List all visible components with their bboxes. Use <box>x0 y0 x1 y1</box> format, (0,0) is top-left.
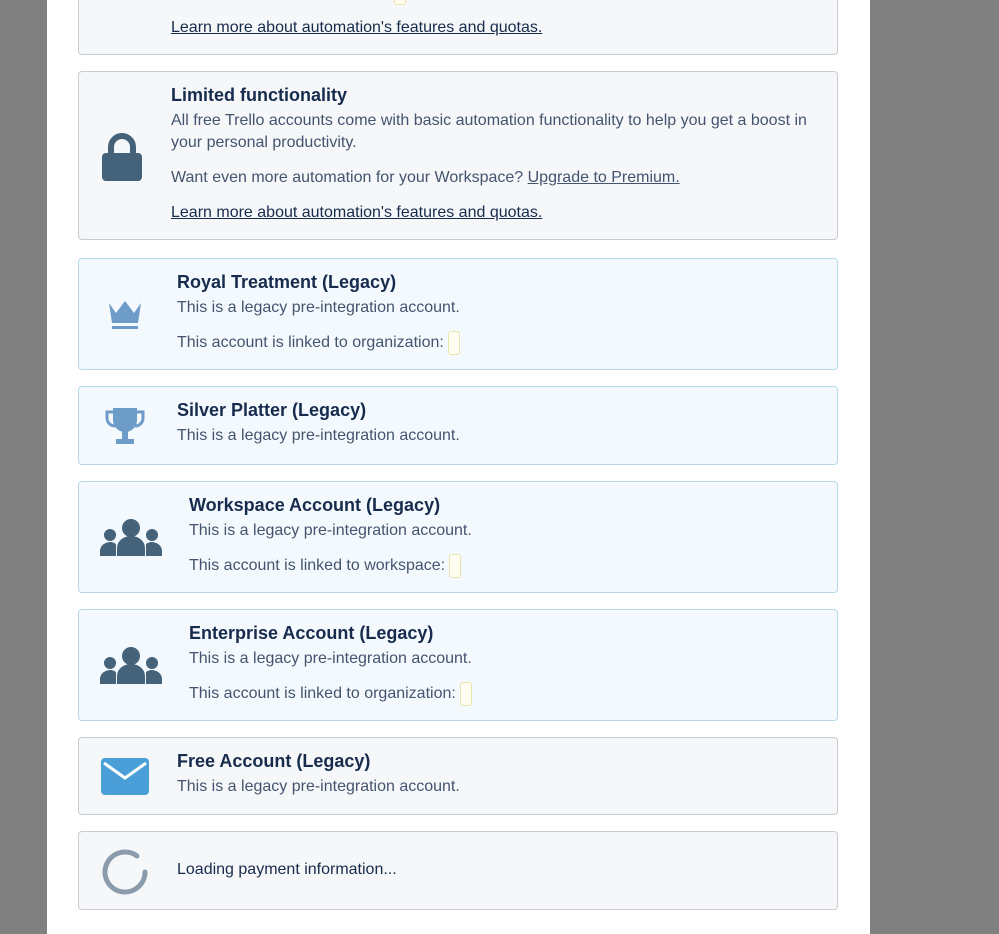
learn-more-link[interactable]: Learn more about automation's features and quotas. <box>171 19 543 36</box>
limited-title: Limited functionality <box>171 85 348 105</box>
limited-description: All free Trello accounts come with basic automation functionality to help you get a boost in your personal productivity. <box>171 112 807 151</box>
account-card-free <box>78 737 838 815</box>
loading-card <box>78 831 838 910</box>
account-title: Royal Treatment (Legacy) <box>177 272 397 292</box>
spinner-icon <box>101 848 149 896</box>
organization-chip[interactable] <box>448 331 460 355</box>
account-title: Free Account (Legacy) <box>177 751 371 771</box>
linked-label: This account is linked to organization: <box>177 334 444 352</box>
account-title: Workspace Account (Legacy) <box>189 495 441 515</box>
trophy-icon <box>105 406 145 446</box>
modal-panel <box>47 0 870 934</box>
workspace-chip[interactable] <box>449 554 461 578</box>
account-card-workspace <box>78 481 838 593</box>
limited-functionality-card <box>78 71 838 240</box>
account-description: This is a legacy pre-integration account. <box>189 650 472 667</box>
account-card-silver <box>78 386 838 465</box>
envelope-icon <box>101 758 149 795</box>
account-description: This is a legacy pre-integration account. <box>177 299 460 316</box>
account-title: Enterprise Account (Legacy) <box>189 623 434 643</box>
learn-more-link[interactable]: Learn more about automation's features and quotas. <box>171 204 543 221</box>
team-icon <box>100 518 162 558</box>
account-title: Silver Platter (Legacy) <box>177 400 367 420</box>
upgrade-line <box>171 167 680 189</box>
account-description: This is a legacy pre-integration account. <box>177 427 460 444</box>
upgrade-to-premium-link[interactable]: Upgrade to Premium. <box>527 169 680 186</box>
account-linked <box>177 331 460 355</box>
account-card-royal <box>78 258 838 370</box>
account-description: This is a legacy pre-integration account. <box>189 522 472 539</box>
upgrade-prefix: Want even more automation for your Workspace? <box>171 169 524 186</box>
account-description: This is a legacy pre-integration account. <box>177 778 460 795</box>
linked-label: This account is linked to workspace: <box>189 557 446 575</box>
automation-card-top <box>78 0 838 55</box>
crown-icon <box>107 299 143 331</box>
account-linked <box>189 682 472 706</box>
linked-label: This account is linked to organization: <box>189 685 456 703</box>
organization-chip[interactable] <box>460 682 472 706</box>
team-icon <box>100 646 162 686</box>
workspace-chip <box>394 0 406 5</box>
loading-text: Loading payment information... <box>177 861 397 878</box>
lock-icon <box>100 132 144 182</box>
account-card-enterprise <box>78 609 838 721</box>
account-linked <box>189 554 461 578</box>
